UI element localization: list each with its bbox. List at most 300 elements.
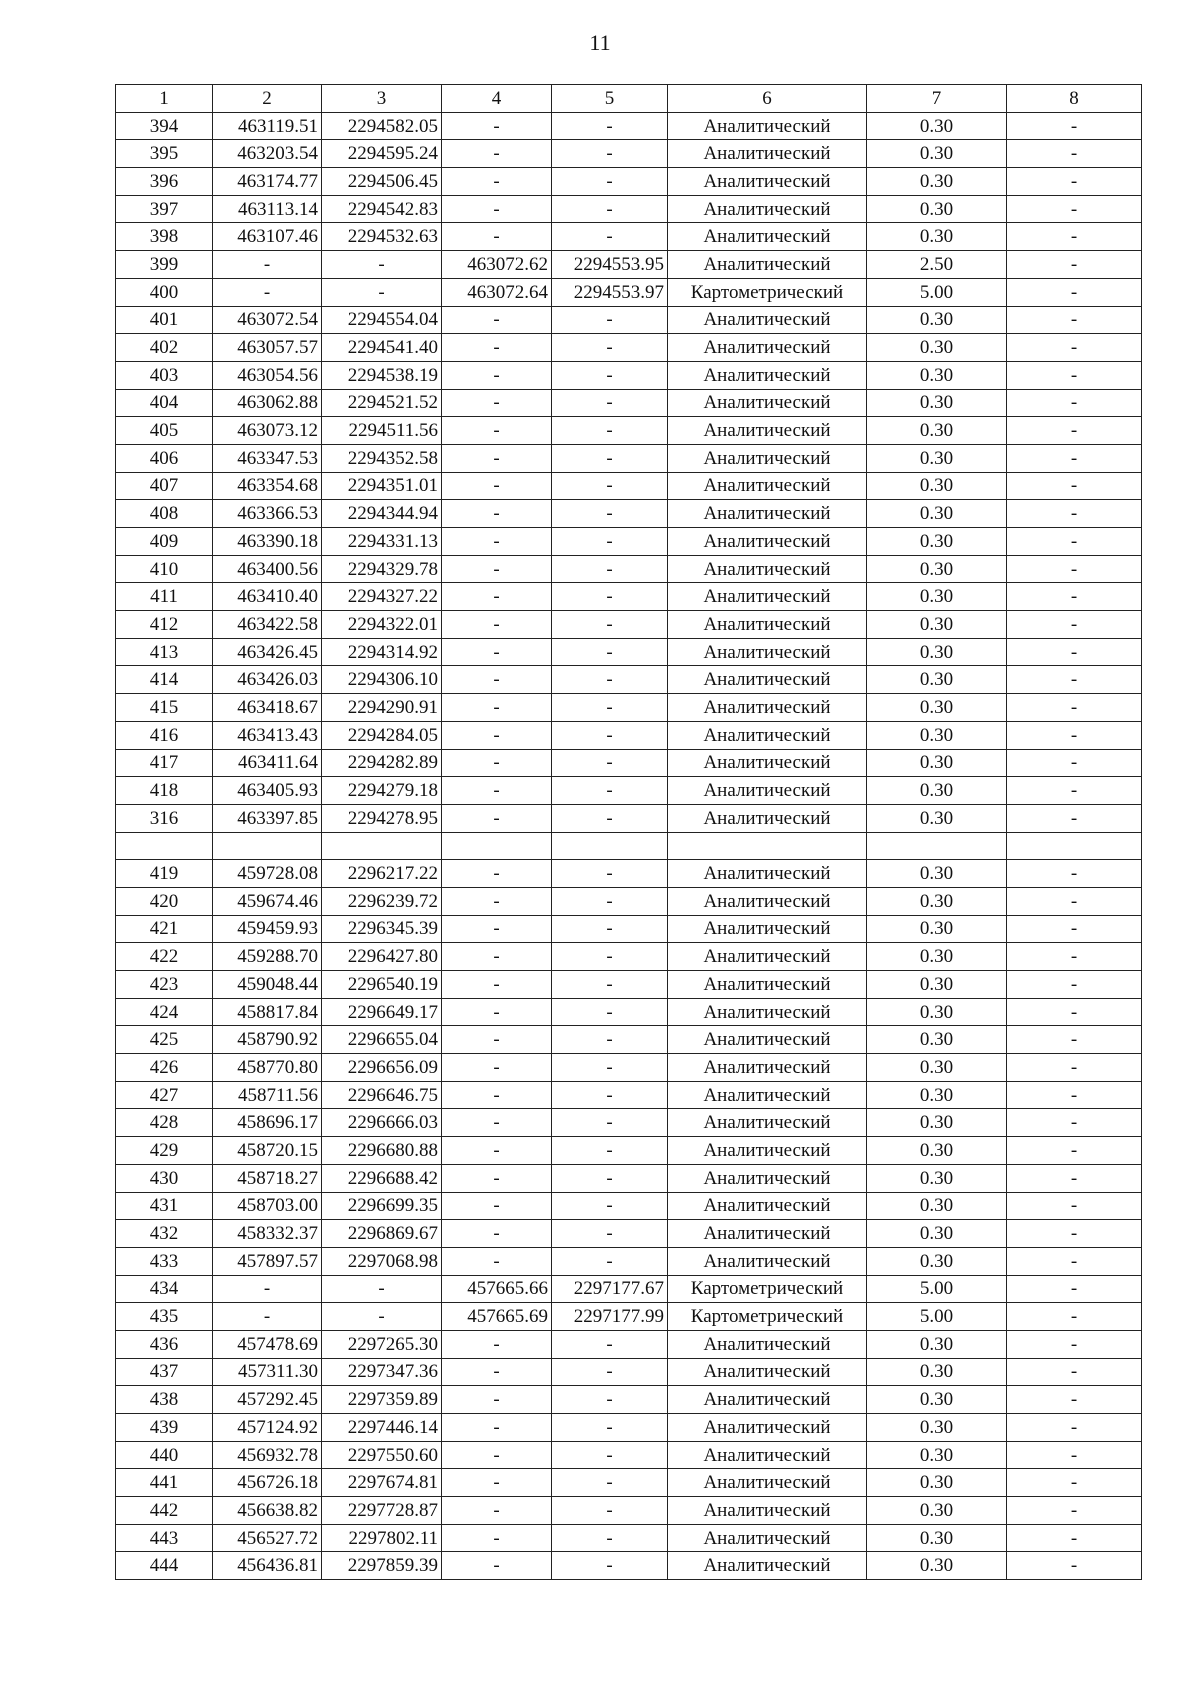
table-cell: Аналитический bbox=[668, 528, 867, 556]
table-cell bbox=[1007, 832, 1142, 860]
table-cell: 2294314.92 bbox=[322, 638, 442, 666]
table-cell: 418 bbox=[116, 777, 213, 805]
table-cell: 2297802.11 bbox=[322, 1524, 442, 1552]
table-cell: 463410.40 bbox=[213, 583, 322, 611]
table-cell: 0.30 bbox=[867, 1054, 1007, 1082]
table-cell: Аналитический bbox=[668, 1386, 867, 1414]
table-cell: 408 bbox=[116, 500, 213, 528]
table-cell: 2296646.75 bbox=[322, 1081, 442, 1109]
table-cell: 2296427.80 bbox=[322, 943, 442, 971]
table-cell: 2296699.35 bbox=[322, 1192, 442, 1220]
table-cell: 2297728.87 bbox=[322, 1497, 442, 1525]
table-cell: - bbox=[552, 389, 668, 417]
table-cell: - bbox=[442, 1192, 552, 1220]
table-cell: 463113.14 bbox=[213, 195, 322, 223]
table-cell: - bbox=[442, 1386, 552, 1414]
table-cell: Аналитический bbox=[668, 251, 867, 279]
table-cell: - bbox=[552, 444, 668, 472]
column-header: 3 bbox=[322, 85, 442, 113]
table-cell: Аналитический bbox=[668, 1220, 867, 1248]
table-cell: 458718.27 bbox=[213, 1164, 322, 1192]
table-cell: 2294541.40 bbox=[322, 334, 442, 362]
table-cell: - bbox=[552, 1497, 668, 1525]
table-cell: - bbox=[552, 971, 668, 999]
table-row bbox=[116, 1109, 1142, 1137]
table-cell: 411 bbox=[116, 583, 213, 611]
table-cell: - bbox=[1007, 112, 1142, 140]
table-cell: - bbox=[442, 583, 552, 611]
table-cell: - bbox=[552, 638, 668, 666]
table-cell: - bbox=[1007, 472, 1142, 500]
table-row bbox=[116, 500, 1142, 528]
table-cell: Аналитический bbox=[668, 112, 867, 140]
table-cell: - bbox=[552, 112, 668, 140]
table-cell: - bbox=[442, 1164, 552, 1192]
table-cell: - bbox=[1007, 915, 1142, 943]
table-cell: - bbox=[442, 1414, 552, 1442]
table-cell: 463390.18 bbox=[213, 528, 322, 556]
table-cell: 2294553.95 bbox=[552, 251, 668, 279]
table-cell: 2294284.05 bbox=[322, 721, 442, 749]
table-cell: - bbox=[442, 1330, 552, 1358]
column-header: 5 bbox=[552, 85, 668, 113]
table-cell: - bbox=[552, 860, 668, 888]
table-cell: Аналитический bbox=[668, 721, 867, 749]
table-row bbox=[116, 195, 1142, 223]
table-cell: 457124.92 bbox=[213, 1414, 322, 1442]
table-cell: - bbox=[442, 611, 552, 639]
table-row bbox=[116, 1524, 1142, 1552]
table-cell: 2294538.19 bbox=[322, 361, 442, 389]
table-row bbox=[116, 1054, 1142, 1082]
table-cell: 0.30 bbox=[867, 472, 1007, 500]
table-cell: 420 bbox=[116, 887, 213, 915]
table-cell: 458770.80 bbox=[213, 1054, 322, 1082]
table-cell: - bbox=[1007, 500, 1142, 528]
table-cell: - bbox=[442, 666, 552, 694]
table-cell: 458711.56 bbox=[213, 1081, 322, 1109]
table-cell: 2296869.67 bbox=[322, 1220, 442, 1248]
table-cell: - bbox=[1007, 555, 1142, 583]
table-cell: 402 bbox=[116, 334, 213, 362]
table-cell: Аналитический bbox=[668, 1026, 867, 1054]
table-cell: - bbox=[442, 638, 552, 666]
table-cell: 463054.56 bbox=[213, 361, 322, 389]
table-cell: 0.30 bbox=[867, 804, 1007, 832]
table-cell: 2296239.72 bbox=[322, 887, 442, 915]
table-cell: - bbox=[552, 1441, 668, 1469]
table-cell: - bbox=[552, 417, 668, 445]
table-cell: 403 bbox=[116, 361, 213, 389]
column-header: 2 bbox=[213, 85, 322, 113]
table-cell: - bbox=[442, 1441, 552, 1469]
table-cell: - bbox=[552, 1469, 668, 1497]
table-cell: - bbox=[442, 389, 552, 417]
table-cell: Аналитический bbox=[668, 1164, 867, 1192]
table-cell: 0.30 bbox=[867, 1109, 1007, 1137]
table-header-row bbox=[116, 85, 1142, 113]
table-cell: - bbox=[1007, 361, 1142, 389]
table-cell: - bbox=[1007, 389, 1142, 417]
table-cell: - bbox=[1007, 195, 1142, 223]
table-cell: Аналитический bbox=[668, 444, 867, 472]
table-cell: Аналитический bbox=[668, 472, 867, 500]
table-cell: 5.00 bbox=[867, 1303, 1007, 1331]
table-row bbox=[116, 1247, 1142, 1275]
table-cell: - bbox=[552, 334, 668, 362]
table-row bbox=[116, 1164, 1142, 1192]
table-cell: 457665.66 bbox=[442, 1275, 552, 1303]
table-cell bbox=[552, 832, 668, 860]
table-cell: - bbox=[552, 915, 668, 943]
table-cell: 2296680.88 bbox=[322, 1137, 442, 1165]
table-cell: Аналитический bbox=[668, 804, 867, 832]
table-cell: 0.30 bbox=[867, 887, 1007, 915]
table-cell: - bbox=[552, 777, 668, 805]
table-cell: 2294511.56 bbox=[322, 417, 442, 445]
table-cell: 2297446.14 bbox=[322, 1414, 442, 1442]
table-cell: 412 bbox=[116, 611, 213, 639]
table-cell: Аналитический bbox=[668, 887, 867, 915]
table-cell: - bbox=[552, 1358, 668, 1386]
table-cell: 0.30 bbox=[867, 1137, 1007, 1165]
table-cell: 2297347.36 bbox=[322, 1358, 442, 1386]
table-row bbox=[116, 472, 1142, 500]
table-cell: 458790.92 bbox=[213, 1026, 322, 1054]
table-cell: 413 bbox=[116, 638, 213, 666]
table-row bbox=[116, 1220, 1142, 1248]
table-cell: - bbox=[442, 555, 552, 583]
table-cell: - bbox=[1007, 1414, 1142, 1442]
table-cell: - bbox=[1007, 860, 1142, 888]
table-cell bbox=[668, 832, 867, 860]
table-cell: 410 bbox=[116, 555, 213, 583]
table-cell: - bbox=[552, 998, 668, 1026]
table-cell: Аналитический bbox=[668, 334, 867, 362]
table-cell: 437 bbox=[116, 1358, 213, 1386]
table-cell: 463072.64 bbox=[442, 278, 552, 306]
table-cell: 2294553.97 bbox=[552, 278, 668, 306]
table-cell: - bbox=[1007, 251, 1142, 279]
table-cell: - bbox=[442, 528, 552, 556]
table-row bbox=[116, 1497, 1142, 1525]
table-row bbox=[116, 721, 1142, 749]
table-cell: - bbox=[1007, 1275, 1142, 1303]
table-cell: 423 bbox=[116, 971, 213, 999]
table-cell: - bbox=[552, 943, 668, 971]
table-cell: Аналитический bbox=[668, 638, 867, 666]
table-cell: Аналитический bbox=[668, 1247, 867, 1275]
table-cell: - bbox=[1007, 887, 1142, 915]
table-cell: 0.30 bbox=[867, 444, 1007, 472]
table-cell: 0.30 bbox=[867, 334, 1007, 362]
table-cell: 0.30 bbox=[867, 694, 1007, 722]
table-cell: Аналитический bbox=[668, 1497, 867, 1525]
table-cell: - bbox=[442, 804, 552, 832]
table-row bbox=[116, 915, 1142, 943]
table-cell: 421 bbox=[116, 915, 213, 943]
table-cell: 463366.53 bbox=[213, 500, 322, 528]
table-cell: 409 bbox=[116, 528, 213, 556]
table-cell: 458720.15 bbox=[213, 1137, 322, 1165]
table-cell: - bbox=[1007, 278, 1142, 306]
table-cell bbox=[116, 832, 213, 860]
table-cell: 0.30 bbox=[867, 1330, 1007, 1358]
table-cell: - bbox=[213, 1275, 322, 1303]
table-cell: - bbox=[1007, 638, 1142, 666]
table-cell: - bbox=[442, 971, 552, 999]
table-row bbox=[116, 1469, 1142, 1497]
table-cell: - bbox=[442, 1247, 552, 1275]
table-row bbox=[116, 140, 1142, 168]
table-cell: 0.30 bbox=[867, 1497, 1007, 1525]
table-cell: 463426.03 bbox=[213, 666, 322, 694]
table-cell: 0.30 bbox=[867, 223, 1007, 251]
table-cell: 0.30 bbox=[867, 998, 1007, 1026]
table-cell: Аналитический bbox=[668, 943, 867, 971]
table-cell: 2297674.81 bbox=[322, 1469, 442, 1497]
table-cell: 396 bbox=[116, 168, 213, 196]
table-row bbox=[116, 361, 1142, 389]
table-cell: 457311.30 bbox=[213, 1358, 322, 1386]
table-cell: - bbox=[552, 306, 668, 334]
table-cell: - bbox=[1007, 694, 1142, 722]
table-cell: - bbox=[442, 694, 552, 722]
table-cell: - bbox=[1007, 1192, 1142, 1220]
table-cell: 0.30 bbox=[867, 943, 1007, 971]
table-cell: Аналитический bbox=[668, 361, 867, 389]
table-cell: - bbox=[552, 721, 668, 749]
table-cell: - bbox=[552, 694, 668, 722]
column-header: 4 bbox=[442, 85, 552, 113]
table-cell: 438 bbox=[116, 1386, 213, 1414]
table-cell: 443 bbox=[116, 1524, 213, 1552]
table-cell: - bbox=[442, 1524, 552, 1552]
table-cell: 0.30 bbox=[867, 749, 1007, 777]
table-cell: - bbox=[1007, 804, 1142, 832]
table-row bbox=[116, 1441, 1142, 1469]
table-cell: 463405.93 bbox=[213, 777, 322, 805]
table-cell: 0.30 bbox=[867, 721, 1007, 749]
table-row bbox=[116, 112, 1142, 140]
table-cell: - bbox=[442, 1552, 552, 1580]
table-cell: Аналитический bbox=[668, 666, 867, 694]
table-cell: Аналитический bbox=[668, 1081, 867, 1109]
table-cell: 2297359.89 bbox=[322, 1386, 442, 1414]
table-cell: - bbox=[552, 1192, 668, 1220]
table-cell: - bbox=[1007, 223, 1142, 251]
table-cell: 399 bbox=[116, 251, 213, 279]
table-cell: 458696.17 bbox=[213, 1109, 322, 1137]
table-cell: 2297177.67 bbox=[552, 1275, 668, 1303]
table-cell: 2294279.18 bbox=[322, 777, 442, 805]
table-row bbox=[116, 334, 1142, 362]
table-cell: 0.30 bbox=[867, 1386, 1007, 1414]
table-cell: 456932.78 bbox=[213, 1441, 322, 1469]
table-cell: 2294282.89 bbox=[322, 749, 442, 777]
table-row bbox=[116, 555, 1142, 583]
table-cell: 463062.88 bbox=[213, 389, 322, 417]
table-cell: - bbox=[1007, 583, 1142, 611]
table-cell: - bbox=[1007, 1081, 1142, 1109]
table-cell: 428 bbox=[116, 1109, 213, 1137]
table-cell: 2294306.10 bbox=[322, 666, 442, 694]
table-cell: 2297068.98 bbox=[322, 1247, 442, 1275]
table-cell: Аналитический bbox=[668, 694, 867, 722]
table-cell: 2296649.17 bbox=[322, 998, 442, 1026]
table-cell: 0.30 bbox=[867, 306, 1007, 334]
table-cell: - bbox=[552, 804, 668, 832]
table-row bbox=[116, 583, 1142, 611]
table-cell: 2297177.99 bbox=[552, 1303, 668, 1331]
table-cell: - bbox=[552, 749, 668, 777]
table-cell: 2294278.95 bbox=[322, 804, 442, 832]
table-cell: - bbox=[1007, 1303, 1142, 1331]
table-row bbox=[116, 1303, 1142, 1331]
table-cell: - bbox=[1007, 1164, 1142, 1192]
table-cell: 463426.45 bbox=[213, 638, 322, 666]
table-cell: - bbox=[552, 1137, 668, 1165]
table-cell: 463119.51 bbox=[213, 112, 322, 140]
table-cell: - bbox=[442, 1220, 552, 1248]
table-cell: - bbox=[1007, 971, 1142, 999]
table-cell: 0.30 bbox=[867, 361, 1007, 389]
table-row bbox=[116, 1081, 1142, 1109]
table-cell: 5.00 bbox=[867, 278, 1007, 306]
table-cell: - bbox=[1007, 1330, 1142, 1358]
table-cell: 458703.00 bbox=[213, 1192, 322, 1220]
table-cell: - bbox=[552, 1220, 668, 1248]
table-row bbox=[116, 444, 1142, 472]
table-cell: - bbox=[1007, 1552, 1142, 1580]
table-cell: 2294554.04 bbox=[322, 306, 442, 334]
table-cell: 2294595.24 bbox=[322, 140, 442, 168]
table-cell: 456527.72 bbox=[213, 1524, 322, 1552]
table-cell: 426 bbox=[116, 1054, 213, 1082]
table-cell: - bbox=[442, 749, 552, 777]
column-header: 6 bbox=[668, 85, 867, 113]
table-cell: - bbox=[1007, 998, 1142, 1026]
table-row bbox=[116, 971, 1142, 999]
table-cell: 0.30 bbox=[867, 1192, 1007, 1220]
table-row bbox=[116, 251, 1142, 279]
table-row bbox=[116, 832, 1142, 860]
column-header: 7 bbox=[867, 85, 1007, 113]
table-cell: 456726.18 bbox=[213, 1469, 322, 1497]
table-row bbox=[116, 804, 1142, 832]
table-cell: 2294322.01 bbox=[322, 611, 442, 639]
table-cell: 463073.12 bbox=[213, 417, 322, 445]
table-cell: - bbox=[1007, 943, 1142, 971]
table-cell: 433 bbox=[116, 1247, 213, 1275]
table-cell: 463354.68 bbox=[213, 472, 322, 500]
table-cell: - bbox=[1007, 1441, 1142, 1469]
table-row bbox=[116, 417, 1142, 445]
table-cell: - bbox=[1007, 140, 1142, 168]
table-cell: 457665.69 bbox=[442, 1303, 552, 1331]
table-cell: 458332.37 bbox=[213, 1220, 322, 1248]
table-cell: 0.30 bbox=[867, 417, 1007, 445]
table-cell: 463107.46 bbox=[213, 223, 322, 251]
table-cell: - bbox=[1007, 1497, 1142, 1525]
table-cell: - bbox=[552, 555, 668, 583]
table-cell: 2294290.91 bbox=[322, 694, 442, 722]
table-row bbox=[116, 306, 1142, 334]
table-cell: - bbox=[442, 168, 552, 196]
table-cell: 2294329.78 bbox=[322, 555, 442, 583]
table-cell: 407 bbox=[116, 472, 213, 500]
table-cell: 0.30 bbox=[867, 1247, 1007, 1275]
table-cell: - bbox=[442, 777, 552, 805]
table-cell: - bbox=[1007, 611, 1142, 639]
table-row bbox=[116, 1192, 1142, 1220]
table-cell: - bbox=[552, 1054, 668, 1082]
table-row bbox=[116, 998, 1142, 1026]
table-cell: - bbox=[1007, 528, 1142, 556]
table-cell: 0.30 bbox=[867, 195, 1007, 223]
table-cell: 463418.67 bbox=[213, 694, 322, 722]
table-cell: - bbox=[442, 915, 552, 943]
table-cell: Аналитический bbox=[668, 1109, 867, 1137]
table-cell: 463400.56 bbox=[213, 555, 322, 583]
table-cell: 2294521.52 bbox=[322, 389, 442, 417]
table-cell: Аналитический bbox=[668, 168, 867, 196]
table-cell: - bbox=[442, 1081, 552, 1109]
table-cell: Аналитический bbox=[668, 998, 867, 1026]
table-row bbox=[116, 666, 1142, 694]
table-cell: 2294582.05 bbox=[322, 112, 442, 140]
table-cell: 2.50 bbox=[867, 251, 1007, 279]
table-cell: 2297859.39 bbox=[322, 1552, 442, 1580]
table-cell: 0.30 bbox=[867, 777, 1007, 805]
table-cell: 2296666.03 bbox=[322, 1109, 442, 1137]
table-cell: 459288.70 bbox=[213, 943, 322, 971]
table-cell: 0.30 bbox=[867, 1081, 1007, 1109]
table-cell: - bbox=[442, 1497, 552, 1525]
table-cell: - bbox=[442, 112, 552, 140]
table-cell: 394 bbox=[116, 112, 213, 140]
column-header: 1 bbox=[116, 85, 213, 113]
table-cell: - bbox=[552, 140, 668, 168]
table-cell: 432 bbox=[116, 1220, 213, 1248]
table-cell: 0.30 bbox=[867, 1220, 1007, 1248]
table-row bbox=[116, 389, 1142, 417]
table-cell: Аналитический bbox=[668, 223, 867, 251]
table-row bbox=[116, 1414, 1142, 1442]
table-cell: - bbox=[442, 1026, 552, 1054]
table-cell: - bbox=[442, 943, 552, 971]
table-cell: 427 bbox=[116, 1081, 213, 1109]
table-cell: - bbox=[442, 195, 552, 223]
table-cell: 444 bbox=[116, 1552, 213, 1580]
table-cell: - bbox=[552, 223, 668, 251]
table-cell: - bbox=[1007, 1469, 1142, 1497]
table-cell: - bbox=[1007, 1524, 1142, 1552]
table-cell: Аналитический bbox=[668, 611, 867, 639]
table-cell: - bbox=[1007, 721, 1142, 749]
table-cell: 2297265.30 bbox=[322, 1330, 442, 1358]
table-cell: 0.30 bbox=[867, 1358, 1007, 1386]
table-cell: 2296217.22 bbox=[322, 860, 442, 888]
table-row bbox=[116, 638, 1142, 666]
table-cell: Аналитический bbox=[668, 555, 867, 583]
table-cell: Аналитический bbox=[668, 1054, 867, 1082]
table-cell: 0.30 bbox=[867, 1469, 1007, 1497]
table-row bbox=[116, 1137, 1142, 1165]
table-cell: - bbox=[1007, 749, 1142, 777]
table-cell: Аналитический bbox=[668, 777, 867, 805]
table-cell: - bbox=[552, 1109, 668, 1137]
